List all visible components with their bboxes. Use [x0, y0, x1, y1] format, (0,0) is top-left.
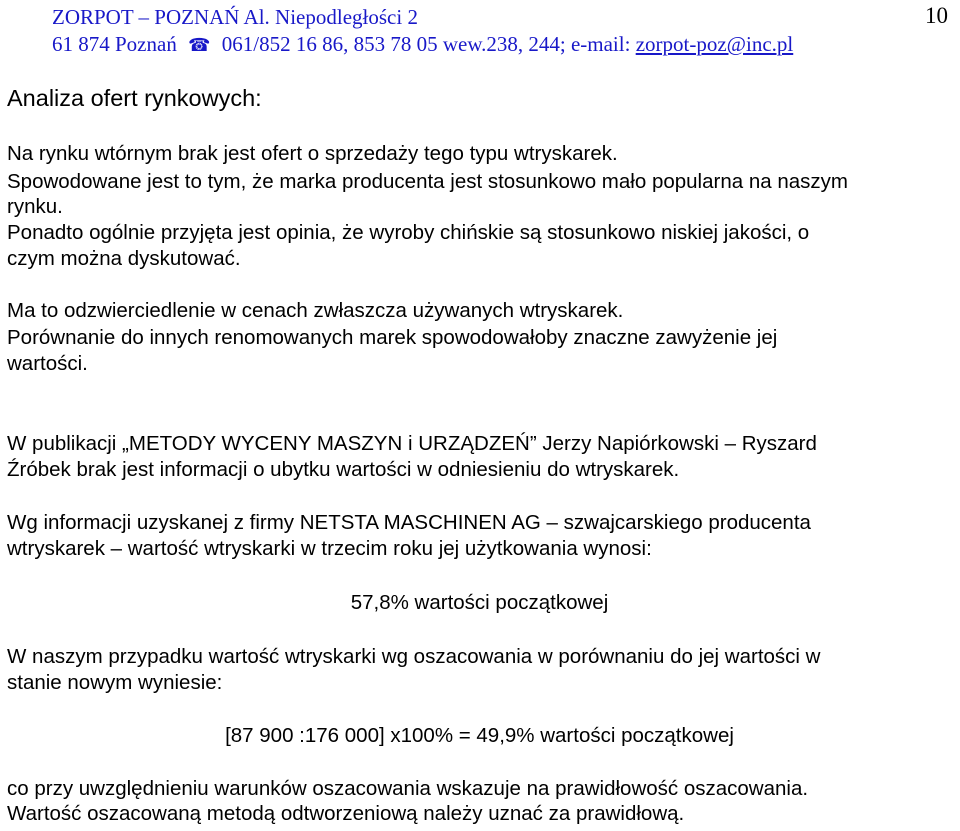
- text-line: W naszym przypadku wartość wtryskarki wg oszacowania w porównaniu do jej wartości w: [7, 645, 821, 668]
- telephone-icon: ☎: [188, 35, 211, 56]
- text-line: W publikacji „METODY WYCENY MASZYN i URZĄDZEŃ” Jerzy Napiórkowski – Ryszard: [7, 432, 817, 455]
- text-line: Spowodowane jest to tym, że marka producenta jest stosunkowo mało popularna na naszym: [7, 170, 848, 193]
- text-line: wtryskarek – wartość wtryskarki w trzecim roku jej użytkowania wynosi:: [7, 537, 652, 560]
- text-line: rynku.: [7, 195, 63, 218]
- email-link[interactable]: zorpot-poz@inc.pl: [635, 32, 794, 56]
- text-line: czym można dyskutować.: [7, 247, 241, 270]
- text-line: Źróbek brak jest informacji o ubytku wartości w odniesieniu do wtryskarek.: [7, 458, 680, 481]
- text-line: Wartość oszacowaną metodą odtworzeniową należy uznać za prawidłową.: [7, 802, 685, 825]
- page-number: 10: [925, 3, 948, 28]
- section-title: Analiza ofert rynkowych:: [7, 85, 262, 111]
- text-line: Porównanie do innych renomowanych marek spowodowałoby znaczne zawyżenie jej: [7, 326, 778, 349]
- header-contact-line: [52, 30, 793, 60]
- text-line: co przy uwzględnieniu warunków oszacowania wskazuje na prawidłowość oszacowania.: [7, 777, 809, 800]
- text-line: stanie nowym wyniesie:: [7, 671, 223, 694]
- header-phone-numbers: 061/852 16 86, 853 78 05 wew.238, 244; e-mail:: [221, 32, 631, 56]
- text-line: Wg informacji uzyskanej z firmy NETSTA MASCHINEN AG – szwajcarskiego producenta: [7, 511, 811, 534]
- text-line: Ponadto ogólnie przyjęta jest opinia, że wyroby chińskie są stosunkowo niskiej jakości, o: [7, 221, 810, 244]
- text-line: wartości.: [7, 352, 88, 375]
- result-value: 57,8% wartości początkowej: [350, 591, 609, 614]
- text-line: Ma to odzwierciedlenie w cenach zwłaszcza używanych wtryskarek.: [7, 299, 624, 322]
- header-city: 61 874 Poznań: [52, 32, 177, 56]
- calculation-formula: [87 900 :176 000] x100% = 49,9% wartości początkowej: [225, 724, 734, 747]
- text-line: Na rynku wtórnym brak jest ofert o sprzedaży tego typu wtryskarek.: [7, 142, 618, 165]
- header-address-line: ZORPOT – POZNAŃ Al. Niepodległości 2: [52, 5, 418, 29]
